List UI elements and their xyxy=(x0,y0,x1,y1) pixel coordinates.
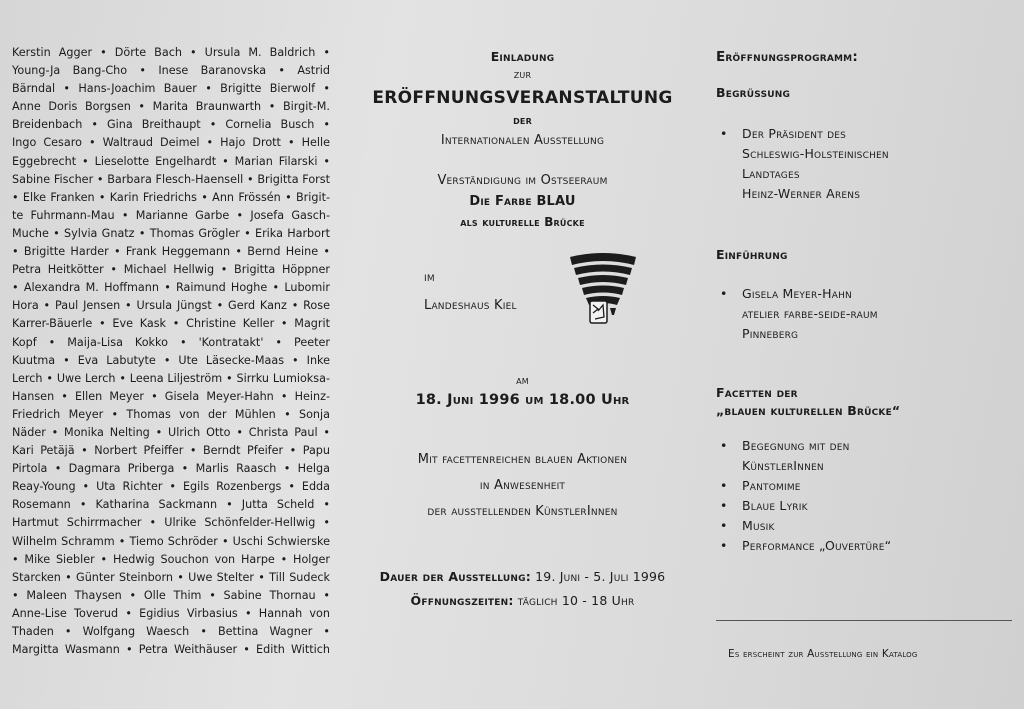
artist-list-line: • Mike Siebler • Hedwig Souchon von Harpe • Holger xyxy=(12,552,330,566)
artist-list-line: • Alexandra M. Hoffmann • Raimund Hoghe • Lubomir xyxy=(12,281,330,295)
bullet-icon: • xyxy=(720,498,728,513)
artist-list-line: Ingo Cesaro • Waltraud Deimel • Hajo Drott • Helle xyxy=(12,136,330,150)
artist-list-line: Thaden • Wolfgang Waesch • Bettina Wagner • xyxy=(12,625,330,638)
program-heading: Eröffnungsprogramm: xyxy=(716,49,858,65)
event-date: 18. Juni 1996 um 18.00 Uhr xyxy=(415,392,630,408)
actions-line: Mit facettenreichen blauen Aktionen xyxy=(417,452,628,467)
artist-list-line: Bärndal • Hans-Joachim Bauer • Brigitte Bierwolf • xyxy=(12,82,330,96)
im-text: im xyxy=(424,269,435,284)
list-item-text: Pinneberg xyxy=(742,326,799,341)
list-item-text: Gisela Meyer-Hahn xyxy=(742,286,852,301)
artist-list-line: Kuutma • Eva Labutyte • Ute Läsecke-Maas • Inke xyxy=(12,353,330,367)
am-text: am xyxy=(516,373,529,387)
artist-list-line: Wilhelm Schramm • Tiemo Schröder • Uschi Schwierske xyxy=(12,534,330,548)
artist-list-line: Kari Petäjä • Norbert Pfeiffer • Berndt Pfeifer • Papu xyxy=(12,444,330,458)
actions-block xyxy=(360,447,685,525)
bullet-icon: • xyxy=(720,438,728,453)
artist-list-line: • Maleen Thaysen • Olle Thim • Sabine Thornau • xyxy=(12,588,330,602)
artist-list-line: • Brigitte Harder • Frank Heggemann • Bernd Heine • xyxy=(12,245,330,259)
artist-list-line: Eggebrecht • Lieselotte Engelhardt • Marian Filarski • xyxy=(12,154,330,168)
artist-list-line: Petra Heitkötter • Michael Hellwig • Brigitta Höppner xyxy=(12,263,330,277)
der-text: der xyxy=(513,114,532,127)
zur-text: zur xyxy=(513,68,532,81)
artist-list-line: Anne Doris Borgsen • Marita Braunwarth • Birgit-M. xyxy=(12,100,330,114)
actions-line: in Anwesenheit xyxy=(479,478,566,493)
list-item xyxy=(716,476,1006,496)
bullet-icon: • xyxy=(720,126,728,141)
opening-hours-value: täglich 10 - 18 Uhr xyxy=(517,593,635,608)
list-item-text: Blaue Lyrik xyxy=(742,498,808,513)
list-item-text: Landtages xyxy=(742,166,800,181)
begruessung-heading: Begrüssung xyxy=(716,85,791,100)
bullet-icon: • xyxy=(720,538,728,553)
einfuehrung-heading: Einführung xyxy=(716,247,788,262)
duration-label: Dauer der Ausstellung: xyxy=(379,569,531,584)
artist-list-line: Young-Ja Bang-Cho • Inese Baranovska • Astrid xyxy=(12,64,330,78)
bullet-icon: • xyxy=(720,478,728,493)
artist-list-line: te Fuhrmann-Mau • Marianne Garbe • Josefa Gasch- xyxy=(12,208,330,222)
einladung-heading: Einladung xyxy=(490,49,555,64)
opening-hours-line xyxy=(360,589,685,613)
artist-list-line: Hansen • Ellen Meyer • Gisela Meyer-Hahn • Heinz- xyxy=(12,389,330,403)
artist-list-line: Kopf • Maija-Lisa Kokko • 'Kontratakt' • Peeter xyxy=(12,335,330,349)
artist-list-line: Hartmut Schirrmacher • Ulrike Schönfelder-Hellwig • xyxy=(12,516,330,530)
artist-list-line: Hora • Paul Jensen • Ursula Jüngst • Gerd Kanz • Rose xyxy=(12,299,330,313)
list-item xyxy=(716,124,1006,204)
event-title: ERÖFFNUNGSVERANSTALTUNG xyxy=(372,88,673,108)
exhibition-name: Internationalen Ausstellung xyxy=(440,133,605,148)
list-item-text: Performance „Ouvertüre“ xyxy=(742,538,892,553)
list-item-text: Der Präsident des xyxy=(742,126,847,141)
artist-list-line: Anne-Lise Toverud • Egidius Virbasius • Hannah von xyxy=(12,606,330,620)
artist-list-line: Reay-Young • Uta Richter • Egils Rozenbergs • Edda xyxy=(12,480,330,494)
artist-list-line: Muche • Sylvia Gnatz • Thomas Grögler • Erika Harbort xyxy=(12,226,330,240)
list-item-text: Pantomime xyxy=(742,478,801,493)
artist-list-line: Starcken • Günter Steinborn • Uwe Stelter • Till Sudeck xyxy=(12,570,330,584)
artist-list-line: Lerch • Uwe Lerch • Leena Liljeström • Sirrku Lumioksa- xyxy=(12,371,330,385)
program xyxy=(716,48,1006,556)
artist-list xyxy=(12,44,330,659)
artist-list-line: Pirtola • Dagmara Priberga • Marlis Raasch • Helga xyxy=(12,462,330,476)
artist-list-line: Sabine Fischer • Barbara Flesch-Haensell • Brigitta Forst xyxy=(12,172,330,186)
bullet-icon: • xyxy=(720,286,728,301)
opening-hours-label: Öffnungszeiten: xyxy=(410,593,514,608)
artist-list-line: Karrer-Bäuerle • Eve Kask • Christine Keller • Magrit xyxy=(12,317,330,331)
kulturelle-bruecke: als kulturelle Brücke xyxy=(460,215,585,229)
duration-value: 19. Juni - 5. Juli 1996 xyxy=(535,569,666,584)
catalog-note: Es erscheint zur Ausstellung ein Katalog xyxy=(728,648,918,660)
artist-list-line: Rosemann • Katharina Sackmann • Jutta Scheld • xyxy=(12,498,330,512)
list-item-text: Musik xyxy=(742,518,775,533)
divider xyxy=(716,620,1012,621)
artist-list-line: Näder • Monika Nelting • Ulrich Otto • Christa Paul • xyxy=(12,425,330,439)
artist-list-line: Friedrich Meyer • Thomas von der Mühlen • Sonja xyxy=(12,407,330,421)
landtag-logo-icon xyxy=(568,253,638,329)
einfuehrung-list xyxy=(716,284,1006,344)
begruessung-list xyxy=(716,124,1006,204)
list-item-text: Begegnung mit den xyxy=(742,438,850,453)
artist-list-line: Kerstin Agger • Dörte Bach • Ursula M. Baldrich • xyxy=(12,46,330,59)
list-item xyxy=(716,516,1006,536)
bullet-icon: • xyxy=(720,518,728,533)
duration-block xyxy=(360,565,685,613)
facetten-heading-2: „blauen kulturellen Brücke“ xyxy=(716,403,901,418)
actions-line: der ausstellenden KünstlerInnen xyxy=(427,504,618,519)
list-item xyxy=(716,496,1006,516)
list-item xyxy=(716,284,1006,344)
invitation-main xyxy=(360,48,685,613)
list-item xyxy=(716,536,1006,556)
exhibition-subtitle: Verständigung im Ostseeraum xyxy=(437,173,608,188)
artist-list-line: Margitta Wasmann • Petra Weithäuser • Edith Wittich xyxy=(12,643,330,657)
facetten-list xyxy=(716,436,1006,556)
list-item-text: Heinz-Werner Arens xyxy=(742,186,861,201)
farbe-blau: Die Farbe BLAU xyxy=(469,194,576,209)
venue-name: Landeshaus Kiel xyxy=(424,298,517,313)
facetten-heading: Facetten der xyxy=(716,385,798,400)
list-item-text: atelier farbe-seide-raum xyxy=(742,306,878,321)
artist-list-line: • Elke Franken • Karin Friedrichs • Ann Frössén • Brigit- xyxy=(12,190,330,204)
venue-row xyxy=(360,253,685,333)
duration-line xyxy=(360,565,685,589)
artist-list-line: Breidenbach • Gina Breithaupt • Cornelia Busch • xyxy=(12,118,330,132)
list-item-text: KünstlerInnen xyxy=(742,458,824,473)
list-item-text: Schleswig-Holsteinischen xyxy=(742,146,889,161)
list-item xyxy=(716,436,1006,476)
